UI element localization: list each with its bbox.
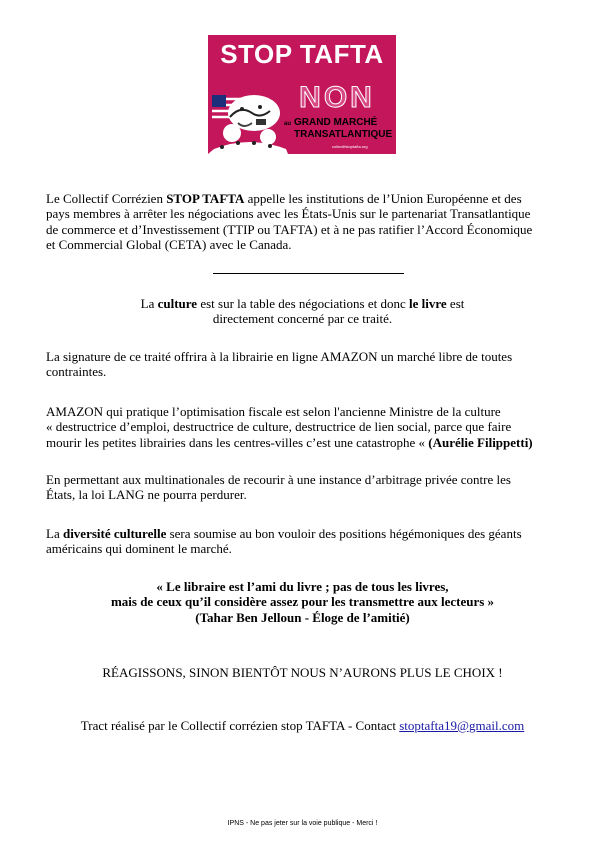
filippetti-citation: (Aurélie Filippetti) xyxy=(428,434,533,450)
quote-line-1: « Le libraire est l’ami du livre ; pas de tous les livres, xyxy=(156,579,449,594)
quote-line-2: mais de ceux qu’il considère assez pour les transmettre aux lecteurs » xyxy=(110,594,495,610)
culture-line-1: La culture est sur la table des négociations et donc le livre est xyxy=(140,296,465,311)
lang-line-2: États, la loi LANG ne pourra perdurer. xyxy=(46,487,247,503)
logo-illustration-icon xyxy=(208,83,288,154)
intro-line-4: et Commercial Global (CETA) avec le Canada. xyxy=(46,236,292,252)
logo-subtitle xyxy=(294,117,394,141)
amazon-line-2: « destructrice d’emploi, destructrice de culture, destructrice de lien social, parce que faire xyxy=(46,419,512,435)
diversite-line-1: La diversité culturelle sera soumise au bon vouloir des positions hégémoniques des géants xyxy=(46,526,522,541)
signature-line-2: contraintes. xyxy=(46,364,107,380)
quote-line-3: (Tahar Ben Jelloun - Éloge de l’amitié) xyxy=(195,609,410,625)
ipns-footer: IPNS - Ne pas jeter sur la voie publique - Merci ! xyxy=(227,820,378,827)
signature-paragraph xyxy=(46,349,512,380)
culture-line-2: directement concerné par ce traité. xyxy=(212,311,393,327)
lang-paragraph xyxy=(46,472,511,503)
intro-bold-stop-tafta: STOP TAFTA xyxy=(166,191,245,206)
divider-line xyxy=(213,273,404,274)
culture-paragraph xyxy=(0,296,605,327)
logo-transatlantique: TRANSATLANTIQUE xyxy=(294,129,393,140)
diversite-line-2: américains qui dominent le marché. xyxy=(46,541,232,557)
amazon-paragraph xyxy=(46,404,533,450)
signature-line-1: La signature de ce traité offrira à la librairie en ligne AMAZON un marché libre de toutes xyxy=(46,349,513,364)
amazon-line-3: mourir les petites librairies dans les centres-villes c’est une catastrophe « (Aurélie Filippetti) xyxy=(46,434,533,450)
diversite-paragraph xyxy=(46,526,522,557)
logo-non: NON xyxy=(299,81,375,114)
intro-line-2: pays membres à arrêter les négociations avec les États-Unis sur le partenariat Transatlantique xyxy=(46,206,531,222)
logo-title: STOP TAFTA xyxy=(220,39,384,69)
contact-text: Tract réalisé par le Collectif corrézien stop TAFTA - Contact xyxy=(80,718,400,733)
logo-au: au xyxy=(284,121,292,127)
call-to-action: RÉAGISSONS, SINON BIENTÔT NOUS N’AURONS PLUS LE CHOIX ! xyxy=(102,665,503,680)
logo-url: collectifstoptafta.org xyxy=(332,144,368,149)
intro-paragraph xyxy=(46,191,532,252)
intro-line-1: Le Collectif Corrézien STOP TAFTA appelle les institutions de l’Union Européenne et des xyxy=(46,191,522,206)
contact-email-link[interactable]: stoptafta19@gmail.com xyxy=(399,718,525,733)
lang-line-1: En permettant aux multinationales de recourir à une instance d’arbitrage privée contre les xyxy=(46,472,511,487)
amazon-line-1: AMAZON qui pratique l’optimisation fiscale est selon l'ancienne Ministre de la culture xyxy=(46,404,501,419)
contact-line xyxy=(0,718,605,733)
intro-line-3: de commerce et d’Investissement (TTIP ou TAFTA) et à ne pas ratifier l’Accord Économique xyxy=(46,221,533,237)
jelloun-quote xyxy=(0,579,605,625)
stop-tafta-logo xyxy=(208,35,396,154)
logo-grand-marche: GRAND MARCHÉ xyxy=(294,117,378,128)
